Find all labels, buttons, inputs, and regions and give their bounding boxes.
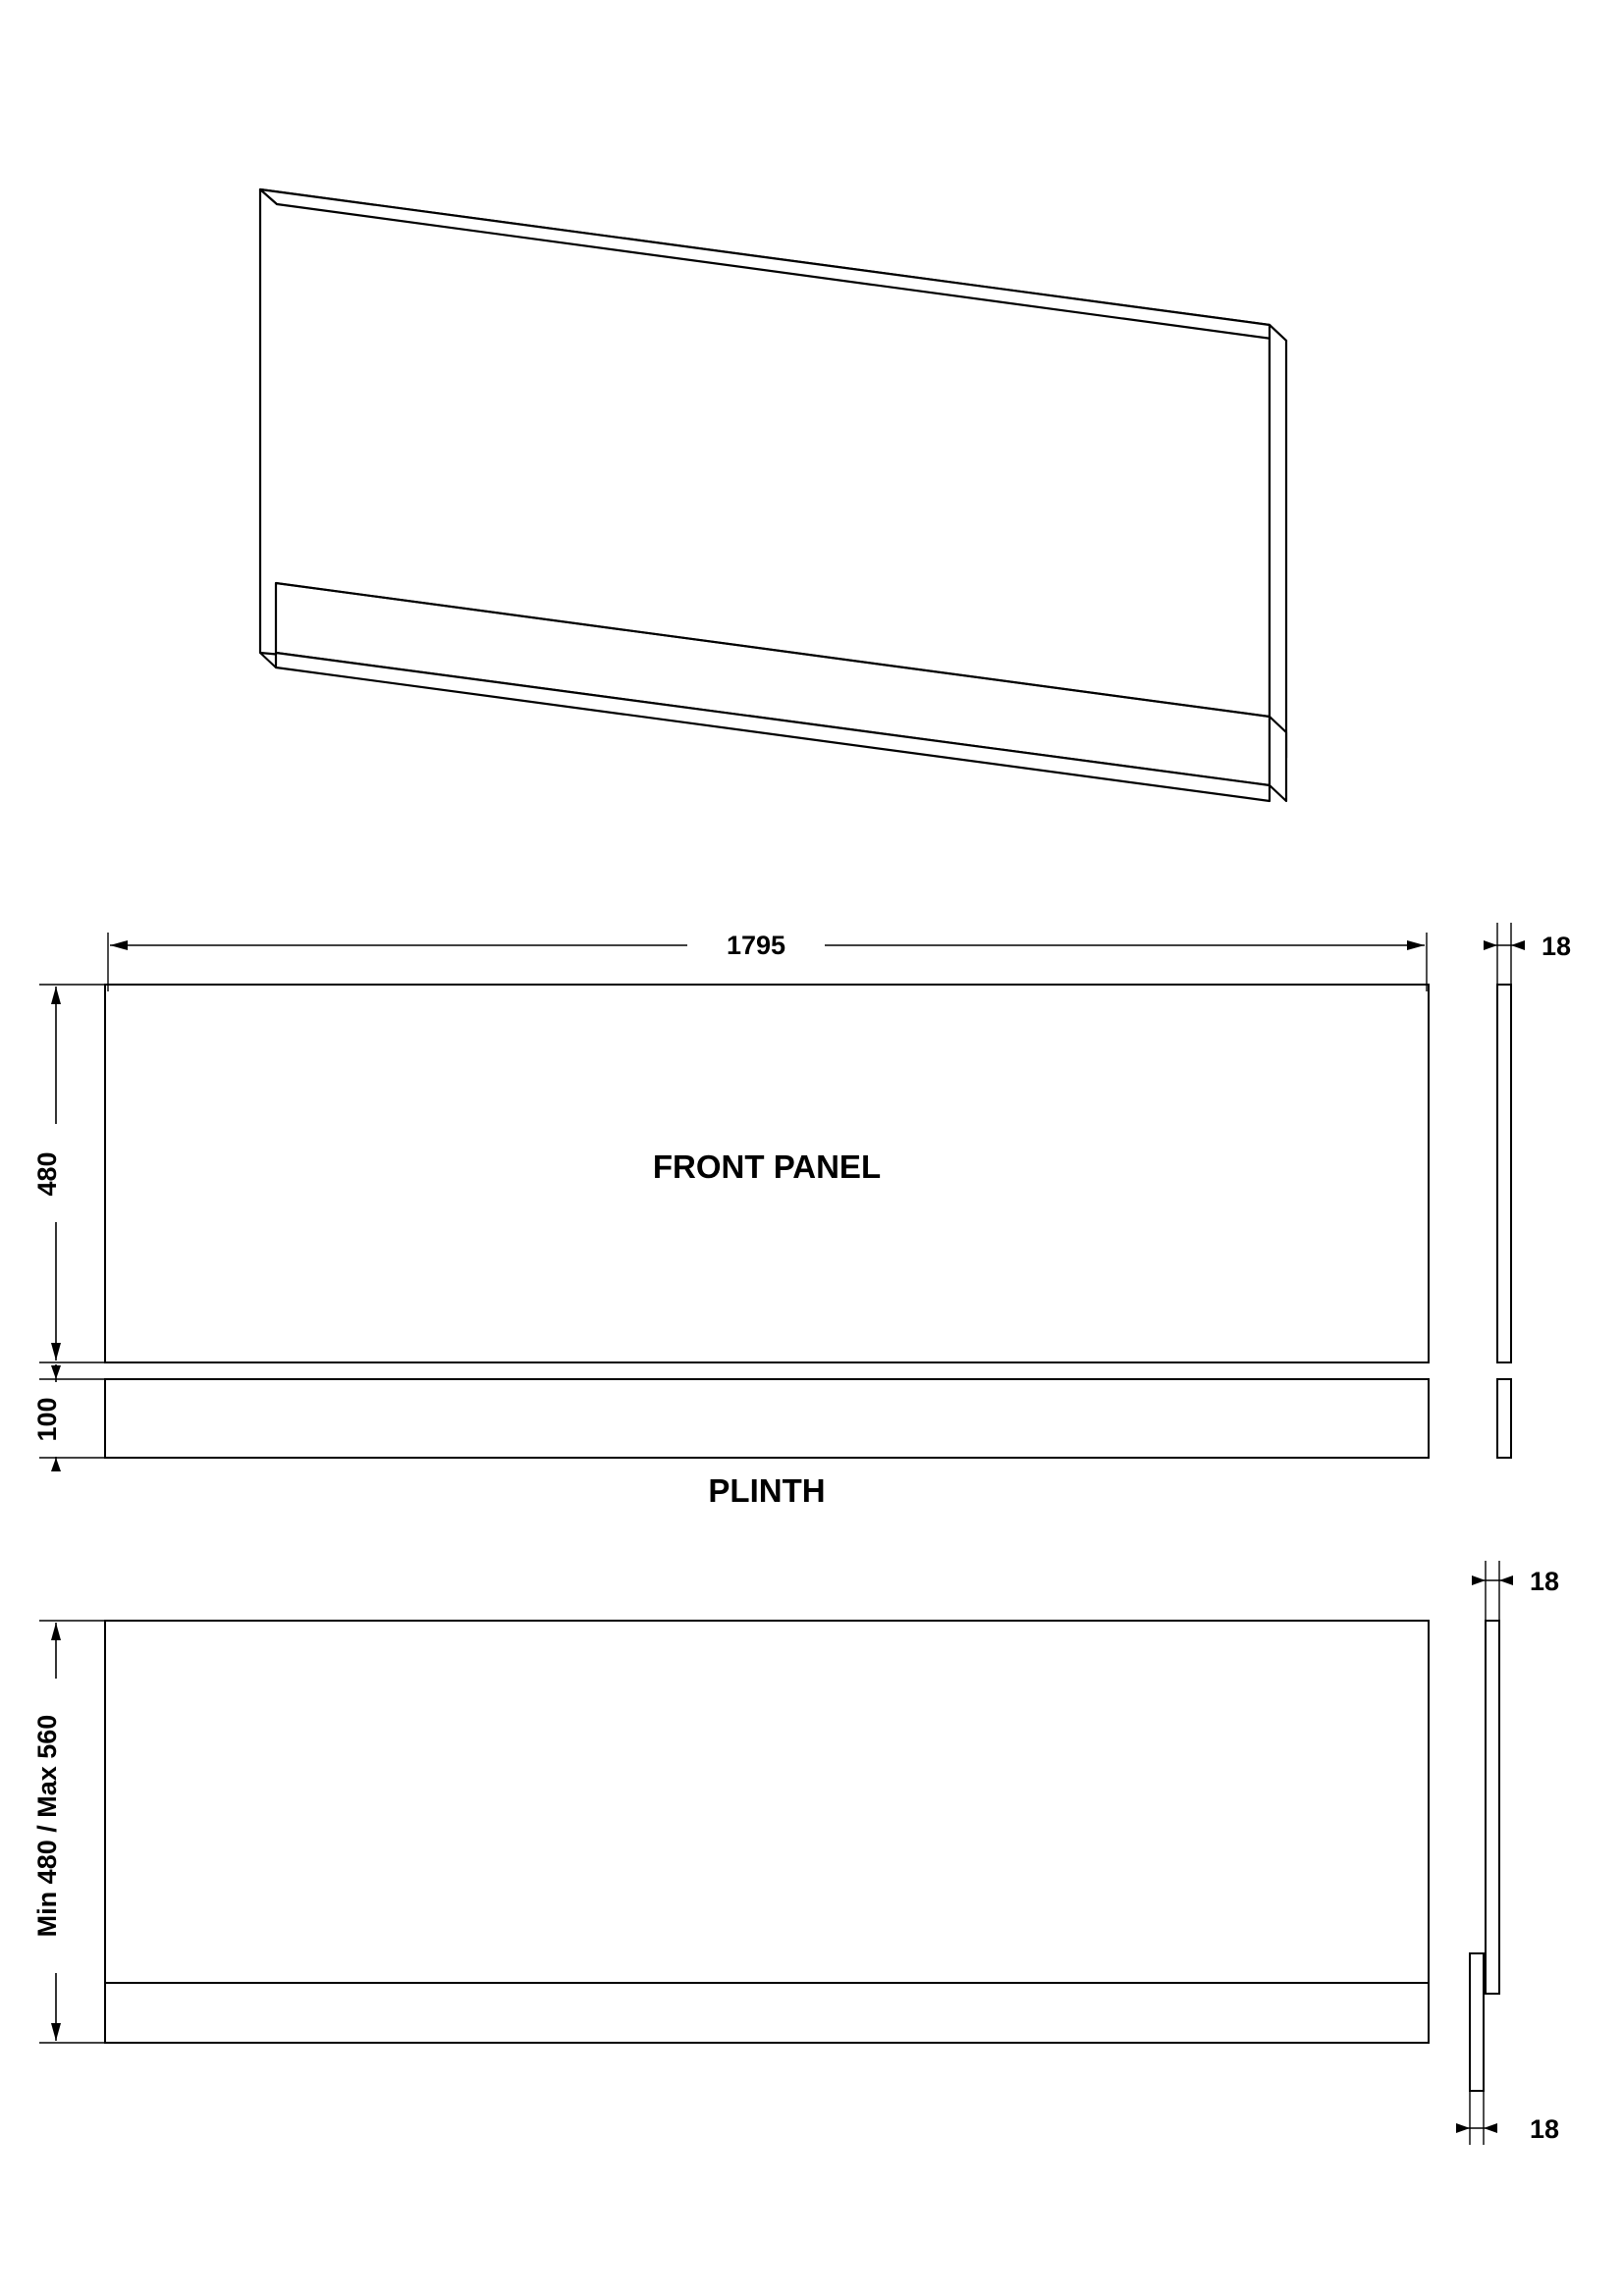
dim-width-label: 1795 [726,931,786,960]
isometric-view [260,189,1286,801]
dim-assembly-thickness-bottom-label: 18 [1530,2114,1560,2144]
assembly-side-plinth-rect [1470,1953,1484,2091]
side-panel-rect [1497,985,1511,1362]
side-plinth-rect [1497,1379,1511,1458]
assembly-side-view [1456,1561,1559,2145]
assembly-outline-rect [105,1621,1429,2043]
dim-thickness-label: 18 [1542,932,1572,961]
height-arrow-top [51,987,61,1004]
assembly-thickness-bottom-arrow-right [1484,2123,1497,2133]
front-panel-label: FRONT PANEL [652,1148,882,1185]
dim-assembly-height-label: Min 480 / Max 560 [32,1714,62,1938]
side-elevation-view [1484,923,1571,1458]
assembly-thickness-bottom-arrow-left [1456,2123,1470,2133]
iso-plinth-right-edge [1270,717,1286,801]
dim-assembly-thickness-top-label: 18 [1530,1567,1560,1596]
plinth-rect [105,1379,1429,1458]
assembly-arrow-bottom [51,2023,61,2041]
front-elevation-view [32,927,1429,1509]
width-arrow-left [110,940,128,950]
dim-panel-height-label: 480 [32,1151,62,1197]
assembly-thickness-top-arrow-left [1472,1575,1486,1585]
plinth-arrow-top [51,1365,61,1379]
plinth-arrow-bottom [51,1458,61,1471]
iso-panel-right-edge [1270,325,1286,758]
plinth-label: PLINTH [708,1472,826,1509]
width-arrow-right [1407,940,1425,950]
assembly-thickness-top-arrow-right [1499,1575,1513,1585]
dim-plinth-height-label: 100 [32,1397,62,1442]
thickness-arrow-left [1484,940,1497,950]
assembly-elevation-view [32,1621,1429,2043]
assembly-arrow-top [51,1623,61,1640]
thickness-arrow-right [1511,940,1525,950]
assembly-side-panel-rect [1486,1621,1499,1994]
height-arrow-bottom [51,1343,61,1361]
